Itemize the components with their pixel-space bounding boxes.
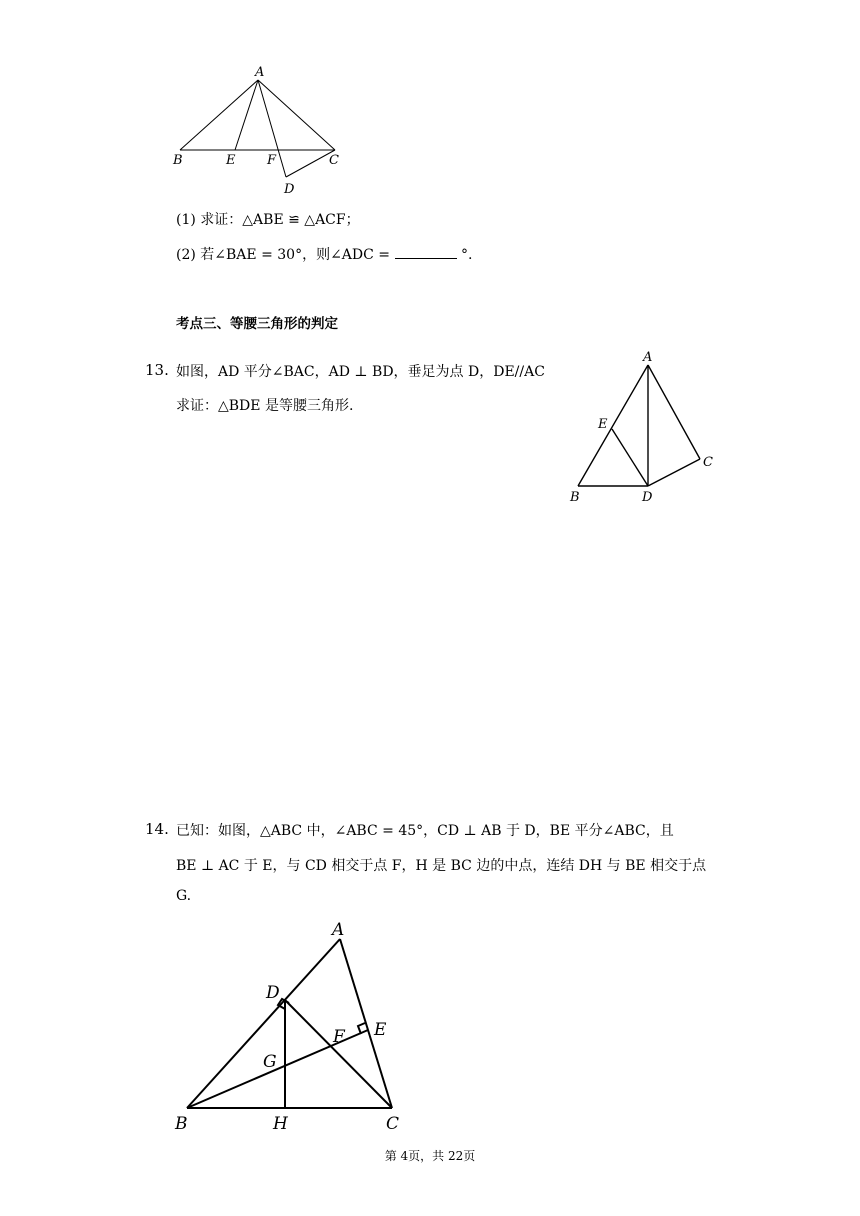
q14-line2: BE ⊥ AC 于 E，与 CD 相交于点 F，H 是 BC 边的中点，连结 DH 与 BE 相交于点: [176, 858, 707, 874]
fig14-label-a: A: [332, 920, 345, 940]
fig13-label-b: B: [570, 490, 580, 505]
fig14-label-h: H: [273, 1114, 288, 1134]
q14-number: 14.: [145, 820, 169, 838]
fig12-label-b: B: [173, 153, 183, 168]
figure-q13: [560, 345, 730, 510]
fig12-label-a: A: [255, 65, 265, 80]
fig14-label-c: C: [386, 1114, 400, 1134]
answer-blank: [395, 246, 457, 259]
fig13-label-a: A: [643, 350, 653, 365]
section-heading: 考点三、等腰三角形的判定: [176, 316, 338, 332]
fig13-label-c: C: [703, 455, 713, 470]
q14-line3: G.: [176, 888, 192, 904]
fig14-label-e: E: [374, 1020, 387, 1040]
q13-line2: 求证：△BDE 是等腰三角形.: [176, 398, 354, 414]
fig12-label-f: F: [267, 153, 277, 168]
fig13-label-d: D: [642, 490, 653, 505]
q12-part2: [176, 244, 472, 264]
fig14-label-f: F: [333, 1027, 345, 1047]
q13-line1: 如图，AD 平分∠BAC，AD ⊥ BD，垂足为点 D，DE//AC: [176, 364, 545, 380]
q12-part2-text: (2) 若∠BAE = 30°，则∠ADC =: [176, 247, 391, 263]
page-footer: 第 4页，共 22页: [384, 1149, 476, 1163]
fig14-label-g: G: [263, 1052, 277, 1072]
fig14-label-b: B: [175, 1114, 188, 1134]
q13-number: 13.: [145, 361, 169, 379]
figure-q14: [165, 915, 420, 1140]
fig12-label-c: C: [329, 153, 339, 168]
q14-line1: 已知：如图，△ABC 中，∠ABC = 45°，CD ⊥ AB 于 D，BE 平分∠ABC，且: [176, 823, 674, 839]
fig12-label-e: E: [226, 153, 236, 168]
figure-q12: [160, 60, 360, 200]
fig13-label-e: E: [598, 417, 608, 432]
fig14-label-d: D: [266, 983, 280, 1003]
fig12-label-d: D: [284, 182, 295, 197]
q12-part1: (1) 求证：△ABE ≌ △ACF；: [176, 212, 360, 228]
q12-part2-degree: °.: [460, 247, 473, 263]
